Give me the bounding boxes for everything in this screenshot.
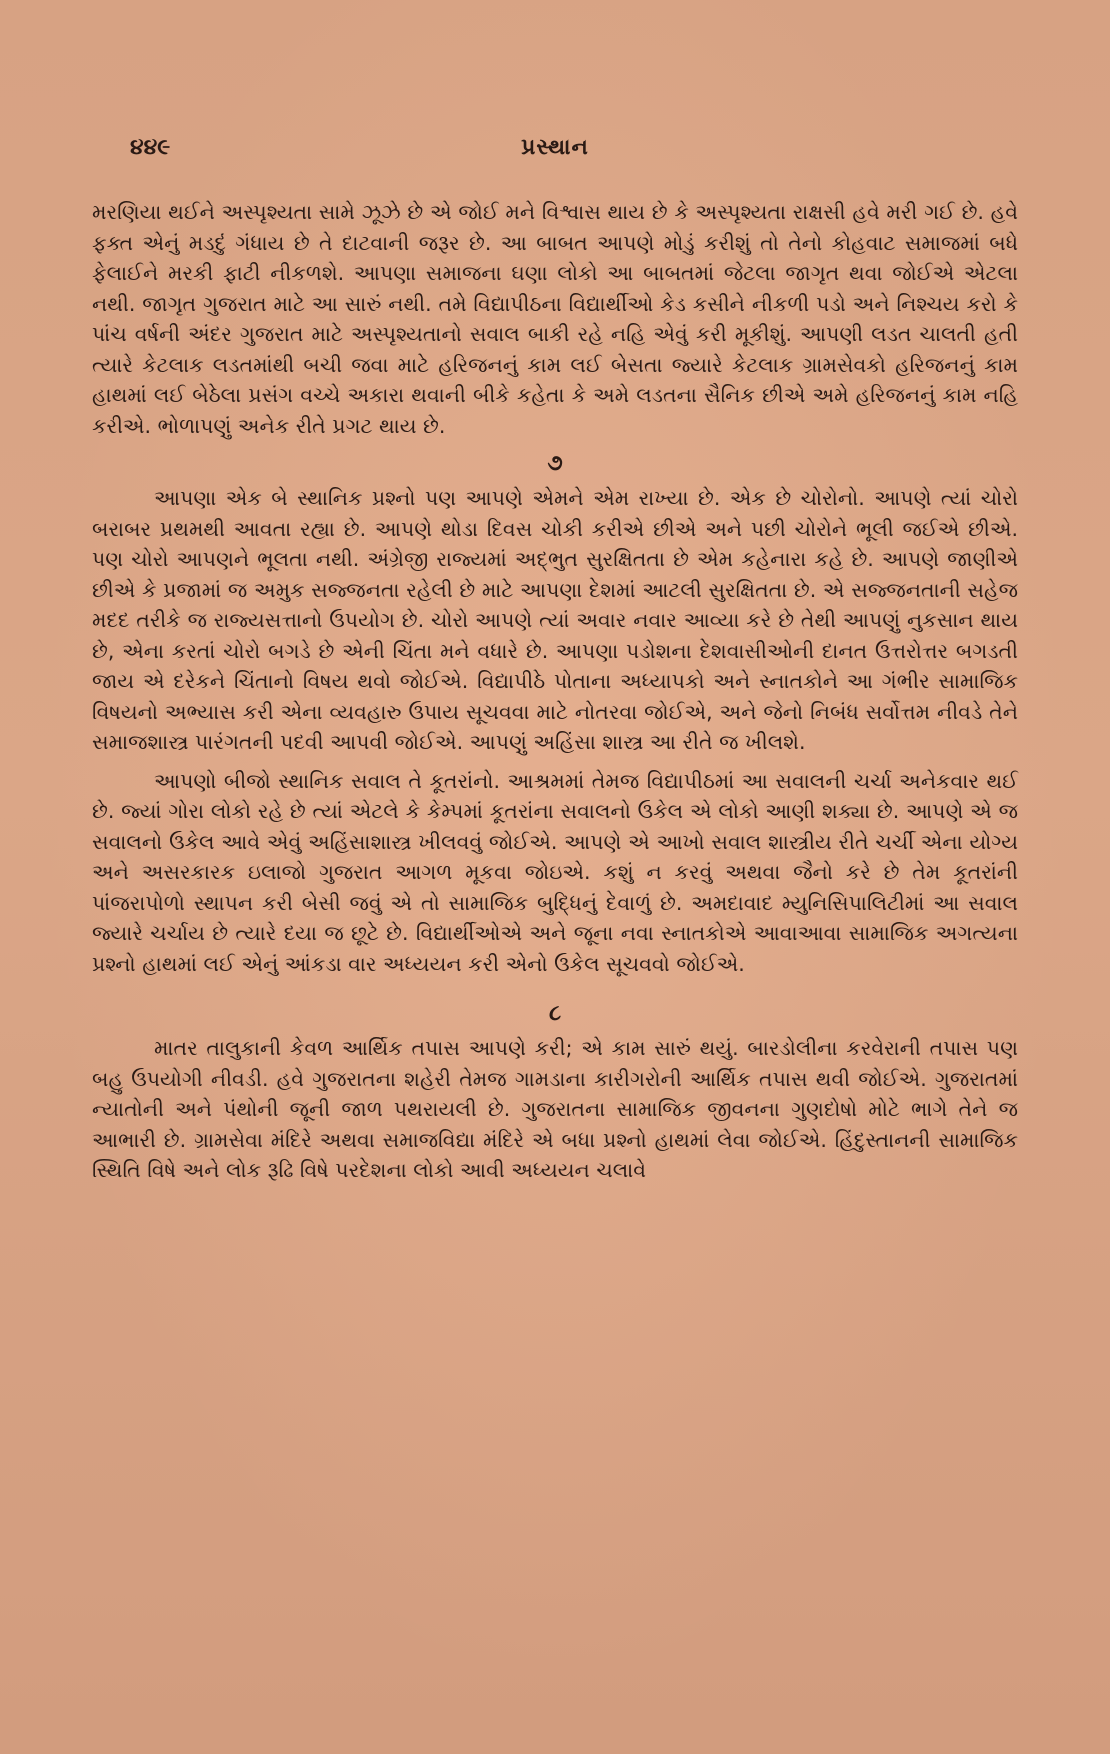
paragraph: મરણિયા થઈને અસ્પૃશ્યતા સામે ઝૂઝે છે એ જોઈ મને વિશ્વાસ થાય છે કે અસ્પૃશ્યતા રાક્ષસી હવે મરી ગઈ છે. હવે ફક્ત એનું મડદું ગંધાય છે તે દાટવાની જરૂર છે. આ બાબત આપણે મોડું કરીશું તો તેનો કોહવાટ સમાજમાં બધે ફેલાઈને મરકી ફાટી નીકળશે. આપણા સમાજના ઘણા લોકો આ બાબતમાં જેટલા જાગૃત થવા જોઈએ એટલા નથી. જાગૃત ગુજરાત માટે આ સારું નથી. તમે વિદ્યાપીઠના વિદ્યાર્થીઓ કેડ કસીને નીકળી પડો અને નિશ્ચય કરો કે પાંચ વર્ષની અંદર ગુજરાત માટે અસ્પૃશ્યતાનો સવાલ બાકી રહે નહિ એવું કરી મૂકીશું. આપણી લડત ચાલતી હતી ત્યારે કેટલાક લડતમાંથી બચી જવા માટે હરિજનનું કામ લઈ બેસતા જ્યારે કેટલાક ગ્રામસેવકો હરિજનનું કામ હાથમાં લઈ બેઠેલા પ્રસંગ વચ્ચે અકારા થવાની બીકે કહેતા કે અમે લડતના સૈનિક છીએ અમે હરિજનનું કામ નહિ કરીએ. ભોળાપણું અનેક રીતે પ્રગટ થાય છે. [92,200,1018,438]
section-number: ૮ [548,1001,562,1026]
page-header [92,135,1018,171]
page-body [92,197,1018,1186]
paragraph: આપણા એક બે સ્થાનિક પ્રશ્નો પણ આપણે એમને એમ રાખ્યા છે. એક છે ચોરોનો. આપણે ત્યાં ચોરો બરાબર પ્રથમથી આવતા રહ્યા છે. આપણે થોડા દિવસ ચોકી કરીએ છીએ અને પછી ચોરોને ભૂલી જઈએ છીએ. પણ ચોરો આપણને ભૂલતા નથી. અંગ્રેજી રાજ્યમાં અદ્ભુત સુરક્ષિતતા છે એમ કહેનારા કહે છે. આપણે જાણીએ છીએ કે પ્રજામાં જ અમુક સજ્જનતા રહેલી છે માટે આપણા દેશમાં આટલી સુરક્ષિતતા છે. એ સજ્જનતાની સહેજ મદદ તરીકે જ રાજ્યસત્તાનો ઉપયોગ છે. ચોરો આપણે ત્યાં અવાર નવાર આવ્યા કરે છે તેથી આપણું નુકસાન થાય છે, એના કરતાં ચોરો બગડે છે એની ચિંતા મને વધારે છે. આપણા પડોશના દેશવાસીઓની દાનત ઉત્તરોત્તર બગડતી જાય એ દરેકને ચિંતાનો વિષય થવો જોઈએ. વિદ્યાપીઠે પોતાના અધ્યાપકો અને સ્નાતકોને આ ગંભીર સામાજિક વિષયનો અભ્યાસ કરી એના વ્યવહારુ ઉપાય સૂચવવા માટે નોતરવા જોઈએ, અને જેનો નિબંધ સર્વોત્તમ નીવડે તેને સમાજશાસ્ત્ર પારંગતની પદવી આપવી જોઈએ. આપણું અહિંસા શાસ્ત્ર આ રીતે જ ખીલશે. [92,486,1018,754]
paragraph: માતર તાલુકાની કેવળ આર્થિક તપાસ આપણે કરી; એ કામ સારું થયું. બારડોલીના કરવેરાની તપાસ પણ બહુ ઉપયોગી નીવડી. હવે ગુજરાતના શહેરી તેમજ ગામડાના કારીગરોની આર્થિક તપાસ થવી જોઈએ. ગુજરાતમાં ન્યાતોની અને પંથોની જૂની જાળ પથરાયલી છે. ગુજરાતના સામાજિક જીવનના ગુણદોષો મોટે ભાગે તેને જ આભારી છે. ગ્રામસેવા મંદિરે અથવા સમાજવિદ્યા મંદિરે એ બધા પ્રશ્નો હાથમાં લેવા જોઈએ. હિંદુસ્તાનની સામાજિક સ્થિતિ વિષે અને લોક રૂઢિ વિષે પરદેશના લોકો આવી અધ્યયન ચલાવે [92,1036,1018,1182]
section-number: ૭ [547,451,563,476]
running-title: પ્રસ્થાન [521,135,589,160]
paragraph: આપણો બીજો સ્થાનિક સવાલ તે કૂતરાંનો. આશ્રમમાં તેમજ વિદ્યાપીઠમાં આ સવાલની ચર્ચા અનેકવાર થઈ છે. જ્યાં ગોરા લોકો રહે છે ત્યાં એટલે કે કેમ્પમાં કૂતરાંના સવાલનો ઉકેલ એ લોકો આણી શક્યા છે. આપણે એ જ સવાલનો ઉકેલ આવે એવું અહિંસાશાસ્ત્ર ખીલવવું જોઈએ. આપણે એ આખો સવાલ શાસ્ત્રીય રીતે ચર્ચી એના યોગ્ય અને અસરકારક ઇલાજો ગુજરાત આગળ મૂકવા જોઇએ. કશું ન કરવું અથવા જૈનો કરે છે તેમ કૂતરાંની પાંજરાપોળો સ્થાપન કરી બેસી જવું એ તો સામાજિક બુદ્ધિનું દેવાળું છે. અમદાવાદ મ્યુનિસિપાલિટીમાં આ સવાલ જ્યારે ચર્ચાય છે ત્યારે દયા જ છૂટે છે. વિદ્યાર્થીઓએ અને જૂના નવા સ્નાતકોએ આવાઆવા સામાજિક અગત્યના પ્રશ્નો હાથમાં લઈ એનું આંકડા વાર અધ્યયન કરી એનો ઉકેલ સૂચવવો જોઈએ. [92,768,1018,976]
page-number: ૪૪૯ [130,135,171,160]
